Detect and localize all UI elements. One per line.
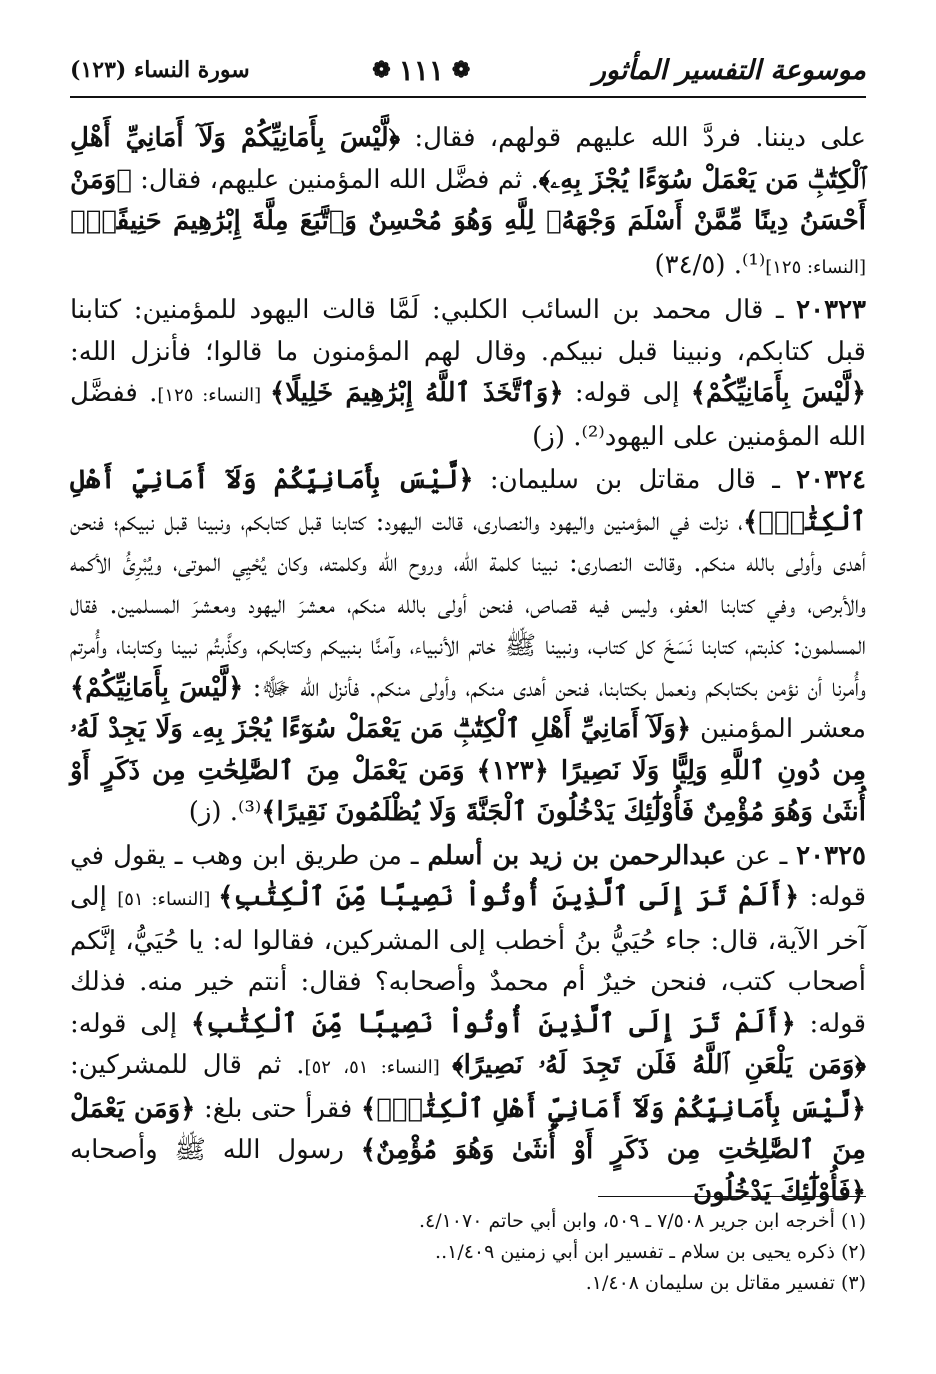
verse-reference: [النساء: ١٢٥]: [765, 256, 866, 278]
ornament-left-icon: ❁: [372, 57, 391, 83]
narration-number: ٢٠٣٢٤: [796, 465, 866, 495]
quran-quote: ﴿وَٱتَّخَذَ ٱللَّهُ إِبْرَٰهِيمَ خَلِيلًا﴾: [269, 378, 564, 408]
quran-quote: ﴿لَّيْسَ بِأَمَانِيِّكُمْ وَلَآ أَمَانِيِّ أَهْلِ ٱلْكِتَٰبِۗ مَن يَعْمَلْ سُوٓءًا يُجْزَ بِهِۦ﴾: [70, 123, 866, 195]
text-run: ⁽¹⁾. (٣٤/٥): [654, 249, 766, 280]
verse-reference: [النساء: ٥١]: [117, 889, 219, 910]
narration-number: ٢٠٣٢٣: [796, 295, 866, 325]
page-number: ١١١: [398, 53, 444, 87]
quran-quote: ﴿وَلَآ أَمَانِيِّ أَهْلِ ٱلْكِتَٰبِۗ مَن يَعْمَلْ سُوٓءًا يُجْزَ بِهِۦ وَلَا يَجِدْ لَهُۥ مِن دُونِ ٱللَّهِ وَلِيًّا وَلَا نَصِيرًا ﴿١٢٣﴾ وَمَن يَعْمَلْ مِنَ ٱلصَّٰلِحَٰتِ مِن ذَكَرٍ أَوْ أُنثَىٰ وَهُوَ مُؤْمِنٌ فَأُوْلَٰٓئِكَ يَدْخُلُونَ ٱلْجَنَّةَ وَلَا يُظْلَمُونَ نَقِيرًا﴾: [70, 714, 866, 827]
quran-quote: ﴿لَّيْسَ بِأَمَانِيِّكُمْ وَلَآ أَمَانِيِّ أَهْلِ ٱلْكِتَٰبِۗ﴾: [360, 1093, 866, 1124]
ornament-right-icon: ❁: [451, 57, 471, 83]
running-header: [70, 44, 866, 98]
text-run: ـ قال مقاتل بن سليمان:: [473, 465, 797, 495]
text-run: ⁽³⁾. (ز): [188, 797, 262, 827]
text-run: معشر المؤمنين: [691, 714, 866, 744]
quran-quote: ﴿وَمَنْ أَحْسَنُ دِينًا مِّمَّنْ أَسْلَمَ وَجْهَهُۥ لِلَّهِ وَهُوَ مُحْسِنٌ وَٱتَّبَعَ مِلَّةَ إِبْرَٰهِيمَ حَنِيفًاۗ﴾: [70, 164, 866, 236]
narration-number: ٢٠٣٢٥: [796, 840, 866, 871]
text-run: إلى قوله:: [563, 378, 691, 408]
text-run: فقرأ حتى بلغ:: [195, 1093, 361, 1124]
paragraph: [70, 290, 866, 458]
text-run: . ففضَّل الله المؤمنين على اليهود⁽²⁾. (ز): [70, 378, 866, 452]
quran-quote: ﴿لَّيْسَ بِأَمَانِيِّكُمْ﴾: [690, 378, 867, 408]
page-number-block: [372, 54, 470, 87]
text-run: رسول الله ﷺ وأصحابه: [70, 1135, 361, 1165]
quran-quote: ﴿لَّيْسَ بِأَمَانِيِّكُمْ وَلَآ أَمَانِيِّ أَهْلِ ٱلْكِتَٰبِۗ﴾: [70, 465, 866, 537]
footnotes: [70, 1206, 866, 1299]
verse-reference: [النساء: ٥١، ٥٢]: [304, 1057, 453, 1078]
footnote-divider: [598, 1196, 866, 1197]
quran-quote: ﴿وَمَن يَلْعَنِ ٱللَّهُ فَلَن تَجِدَ لَهُۥ نَصِيرًا﴾: [452, 1050, 867, 1080]
footnote: (١) أخرجه ابن جرير ٧/٥٠٨ ـ ٥٠٩، وابن أبي حاتم ٤/١٠٧٠.: [418, 1210, 866, 1232]
footnote: (٢) ذكره يحيى بن سلام ـ تفسير ابن أبي زمنين ١/٤٠٩..: [435, 1241, 866, 1263]
quran-quote: ﴿أَلَمْ تَرَ إِلَى ٱلَّذِينَ أُوتُواْ نَصِيبًا مِّنَ ٱلْكِتَٰبِ﴾: [190, 1008, 796, 1039]
narrator-name: عبدالرحمن بن زيد بن أسلم: [427, 840, 727, 871]
quran-quote: ﴿وَمَن يَعْمَلْ مِنَ ٱلصَّٰلِحَٰتِ مِن ذَكَرٍ أَوْ أُنثَىٰ وَهُوَ مُؤْمِنٌ﴾: [70, 1093, 866, 1165]
paragraph: [70, 118, 866, 288]
footnote: (٣) تفسير مقاتل بن سليمان ١/٤٠٨.: [585, 1272, 866, 1294]
surah-label: سورة النساء (١٢٣): [70, 57, 250, 83]
text-run: ـ عن: [726, 840, 797, 871]
text-run: ـ من طريق ابن وهب ـ يقول في قوله:: [70, 840, 866, 912]
text-run: . ثم فضَّل الله المؤمنين عليهم، فقال:: [131, 164, 539, 195]
text-run: إلى قوله:: [70, 1008, 191, 1039]
text-run: على ديننا. فردَّ الله عليهم قولهم، فقال:: [400, 123, 866, 153]
text-run: ، نزلت في المؤمنين واليهود والنصارى، قالت اليهود: كتابنا قبل كتابكم، ونبينا قبل نبيكم؛ فنحن أهدى وأولى بالله منكم. وقالت النصارى: نبينا كلمة الله، وروح الله وكلمته، وكان يُحْيِي الموتى، ويُبْرِئُ الأكمه والأبرص، وفي كتابنا العفو، وليس فيه قصاص، فنحن أولى بالله منكم، معشرَ اليهود ومعشرَ المسلمين. فقال المسلمون: كذبتم، كتابنا نَسَخَ كل كتاب، ونبينا ﷺ خاتم الأنبياء، وآمنَّا بنبيكم وكتابكم، وكذَّبتُم نبينا وكتابنا، وأُمرتم وأُمرنا أن نؤمن بكتابكم ونعمل بكتابنا، فنحن أهدى منكم، وأولى منكم. فأنزل الله ﷻ:: [70, 506, 866, 703]
text-run: . ثم قال للمشركين:: [70, 1050, 305, 1080]
quran-quote: ﴿فَأُوْلَٰٓئِكَ يَدْخُلُونَ: [693, 1176, 866, 1207]
verse-reference: [النساء: ١٢٥]: [157, 385, 270, 406]
text-run: إلى آخر الآية، قال: جاء حُيَيُّ بنُ أخطب إلى المشركين، فقالوا له: يا حُيَيُّ، إنَّكم أصحاب كتب، فنحن خيرٌ أم محمدٌ وأصحابه؟ فقال: أنتم خير منه. فذلك قوله:: [70, 882, 867, 1039]
paragraph: [70, 460, 866, 834]
text-run: ـ قال محمد بن السائب الكلبي: لَمَّا قالت اليهود للمؤمنين: كتابنا قبل كتابكم، ونبينا قبل نبيكم. وقال لهم المؤمنون ما قالوا؛ فأنزل الله:: [70, 295, 866, 367]
book-title: موسوعة التفسير المأثور: [592, 54, 866, 86]
body-text: [70, 118, 866, 1213]
quran-quote: ﴿لَّيْسَ بِأَمَانِيِّكُمْ﴾: [70, 672, 244, 703]
paragraph: [70, 836, 866, 1214]
quran-quote: ﴿أَلَمْ تَرَ إِلَى ٱلَّذِينَ أُوتُواْ نَصِيبًا مِّنَ ٱلْكِتَٰبِ﴾: [218, 882, 800, 912]
